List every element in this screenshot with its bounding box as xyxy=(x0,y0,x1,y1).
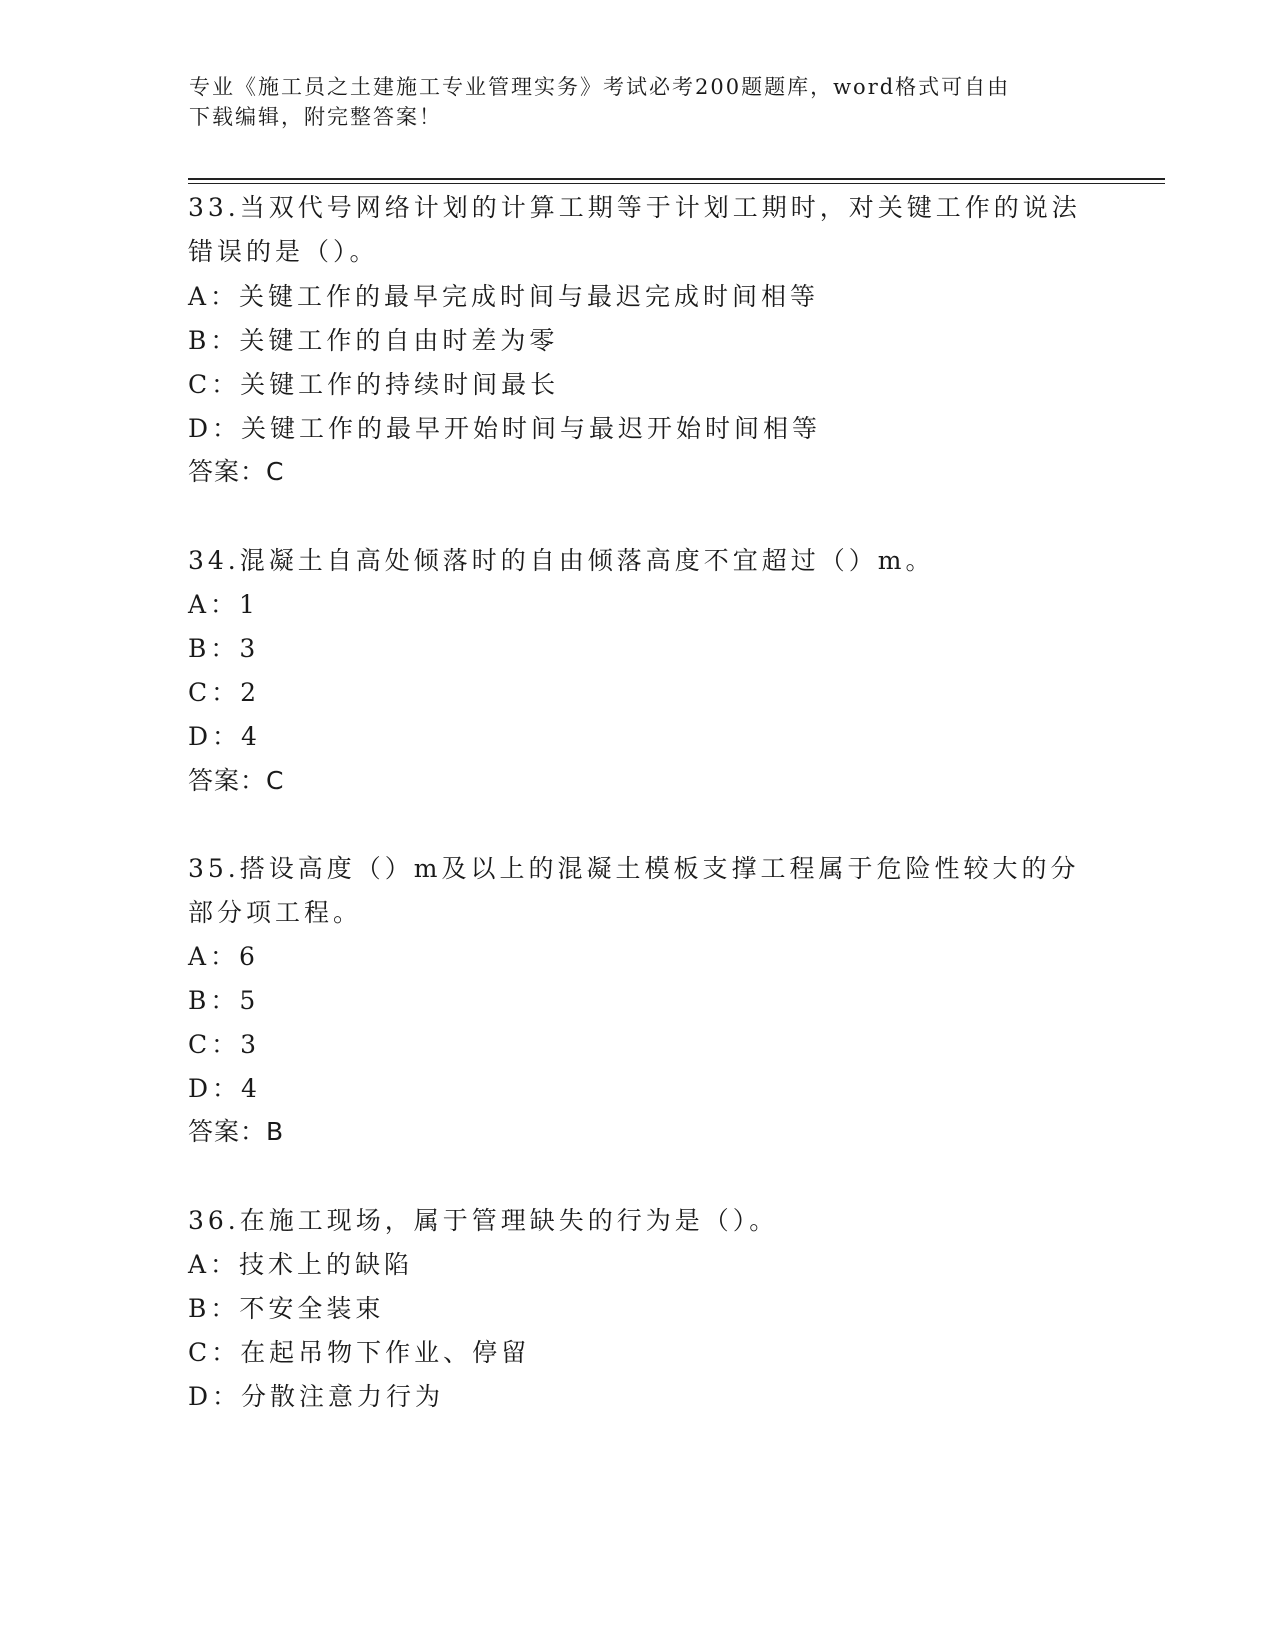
question-33-answer: 答案：C xyxy=(188,457,285,486)
question-35-stem-line-1: 35.搭设高度（）m及以上的混凝土模板支撑工程属于危险性较大的分 xyxy=(188,854,1080,883)
question-35-option-a: A：6 xyxy=(188,942,259,971)
question-33-option-d: D：关键工作的最早开始时间与最迟开始时间相等 xyxy=(188,414,822,443)
question-35-option-c: C：3 xyxy=(188,1030,261,1059)
question-34-option-a: A：1 xyxy=(188,590,259,619)
question-35-stem-line-2: 部分项工程。 xyxy=(188,898,363,927)
question-34-option-c: C：2 xyxy=(188,678,261,707)
question-33-stem-line-1: 33.当双代号网络计划的计算工期等于计划工期时，对关键工作的说法 xyxy=(188,193,1081,222)
question-34-stem: 34.混凝土自高处倾落时的自由倾落高度不宜超过（）m。 xyxy=(188,546,935,575)
question-35-option-d: D：4 xyxy=(188,1074,261,1103)
header-line-2: 下载编辑，附完整答案！ xyxy=(189,105,442,129)
header-divider-thick xyxy=(188,178,1165,180)
question-36-option-c: C：在起吊物下作业、停留 xyxy=(188,1338,531,1367)
question-34-option-d: D：4 xyxy=(188,722,261,751)
question-36-option-a: A：技术上的缺陷 xyxy=(188,1250,414,1279)
question-33-option-b: B：关键工作的自由时差为零 xyxy=(188,326,559,355)
question-34-answer: 答案：C xyxy=(188,766,285,795)
question-36-stem: 36.在施工现场，属于管理缺失的行为是（）。 xyxy=(188,1206,779,1235)
document-header xyxy=(189,72,1069,132)
header-line-1: 专业《施工员之土建施工专业管理实务》考试必考200题题库，word格式可自由 xyxy=(189,75,1011,99)
question-33-option-a: A：关键工作的最早完成时间与最迟完成时间相等 xyxy=(188,282,820,311)
question-34-option-b: B：3 xyxy=(188,634,260,663)
question-36-option-b: B：不安全装束 xyxy=(188,1294,385,1323)
header-divider-thin xyxy=(188,183,1165,184)
question-33-stem-line-2: 错误的是（）。 xyxy=(188,237,379,266)
question-35-option-b: B：5 xyxy=(188,986,260,1015)
question-35-answer: 答案：B xyxy=(188,1117,285,1146)
question-36-option-d: D：分散注意力行为 xyxy=(188,1382,445,1411)
question-33-option-c: C：关键工作的持续时间最长 xyxy=(188,370,560,399)
